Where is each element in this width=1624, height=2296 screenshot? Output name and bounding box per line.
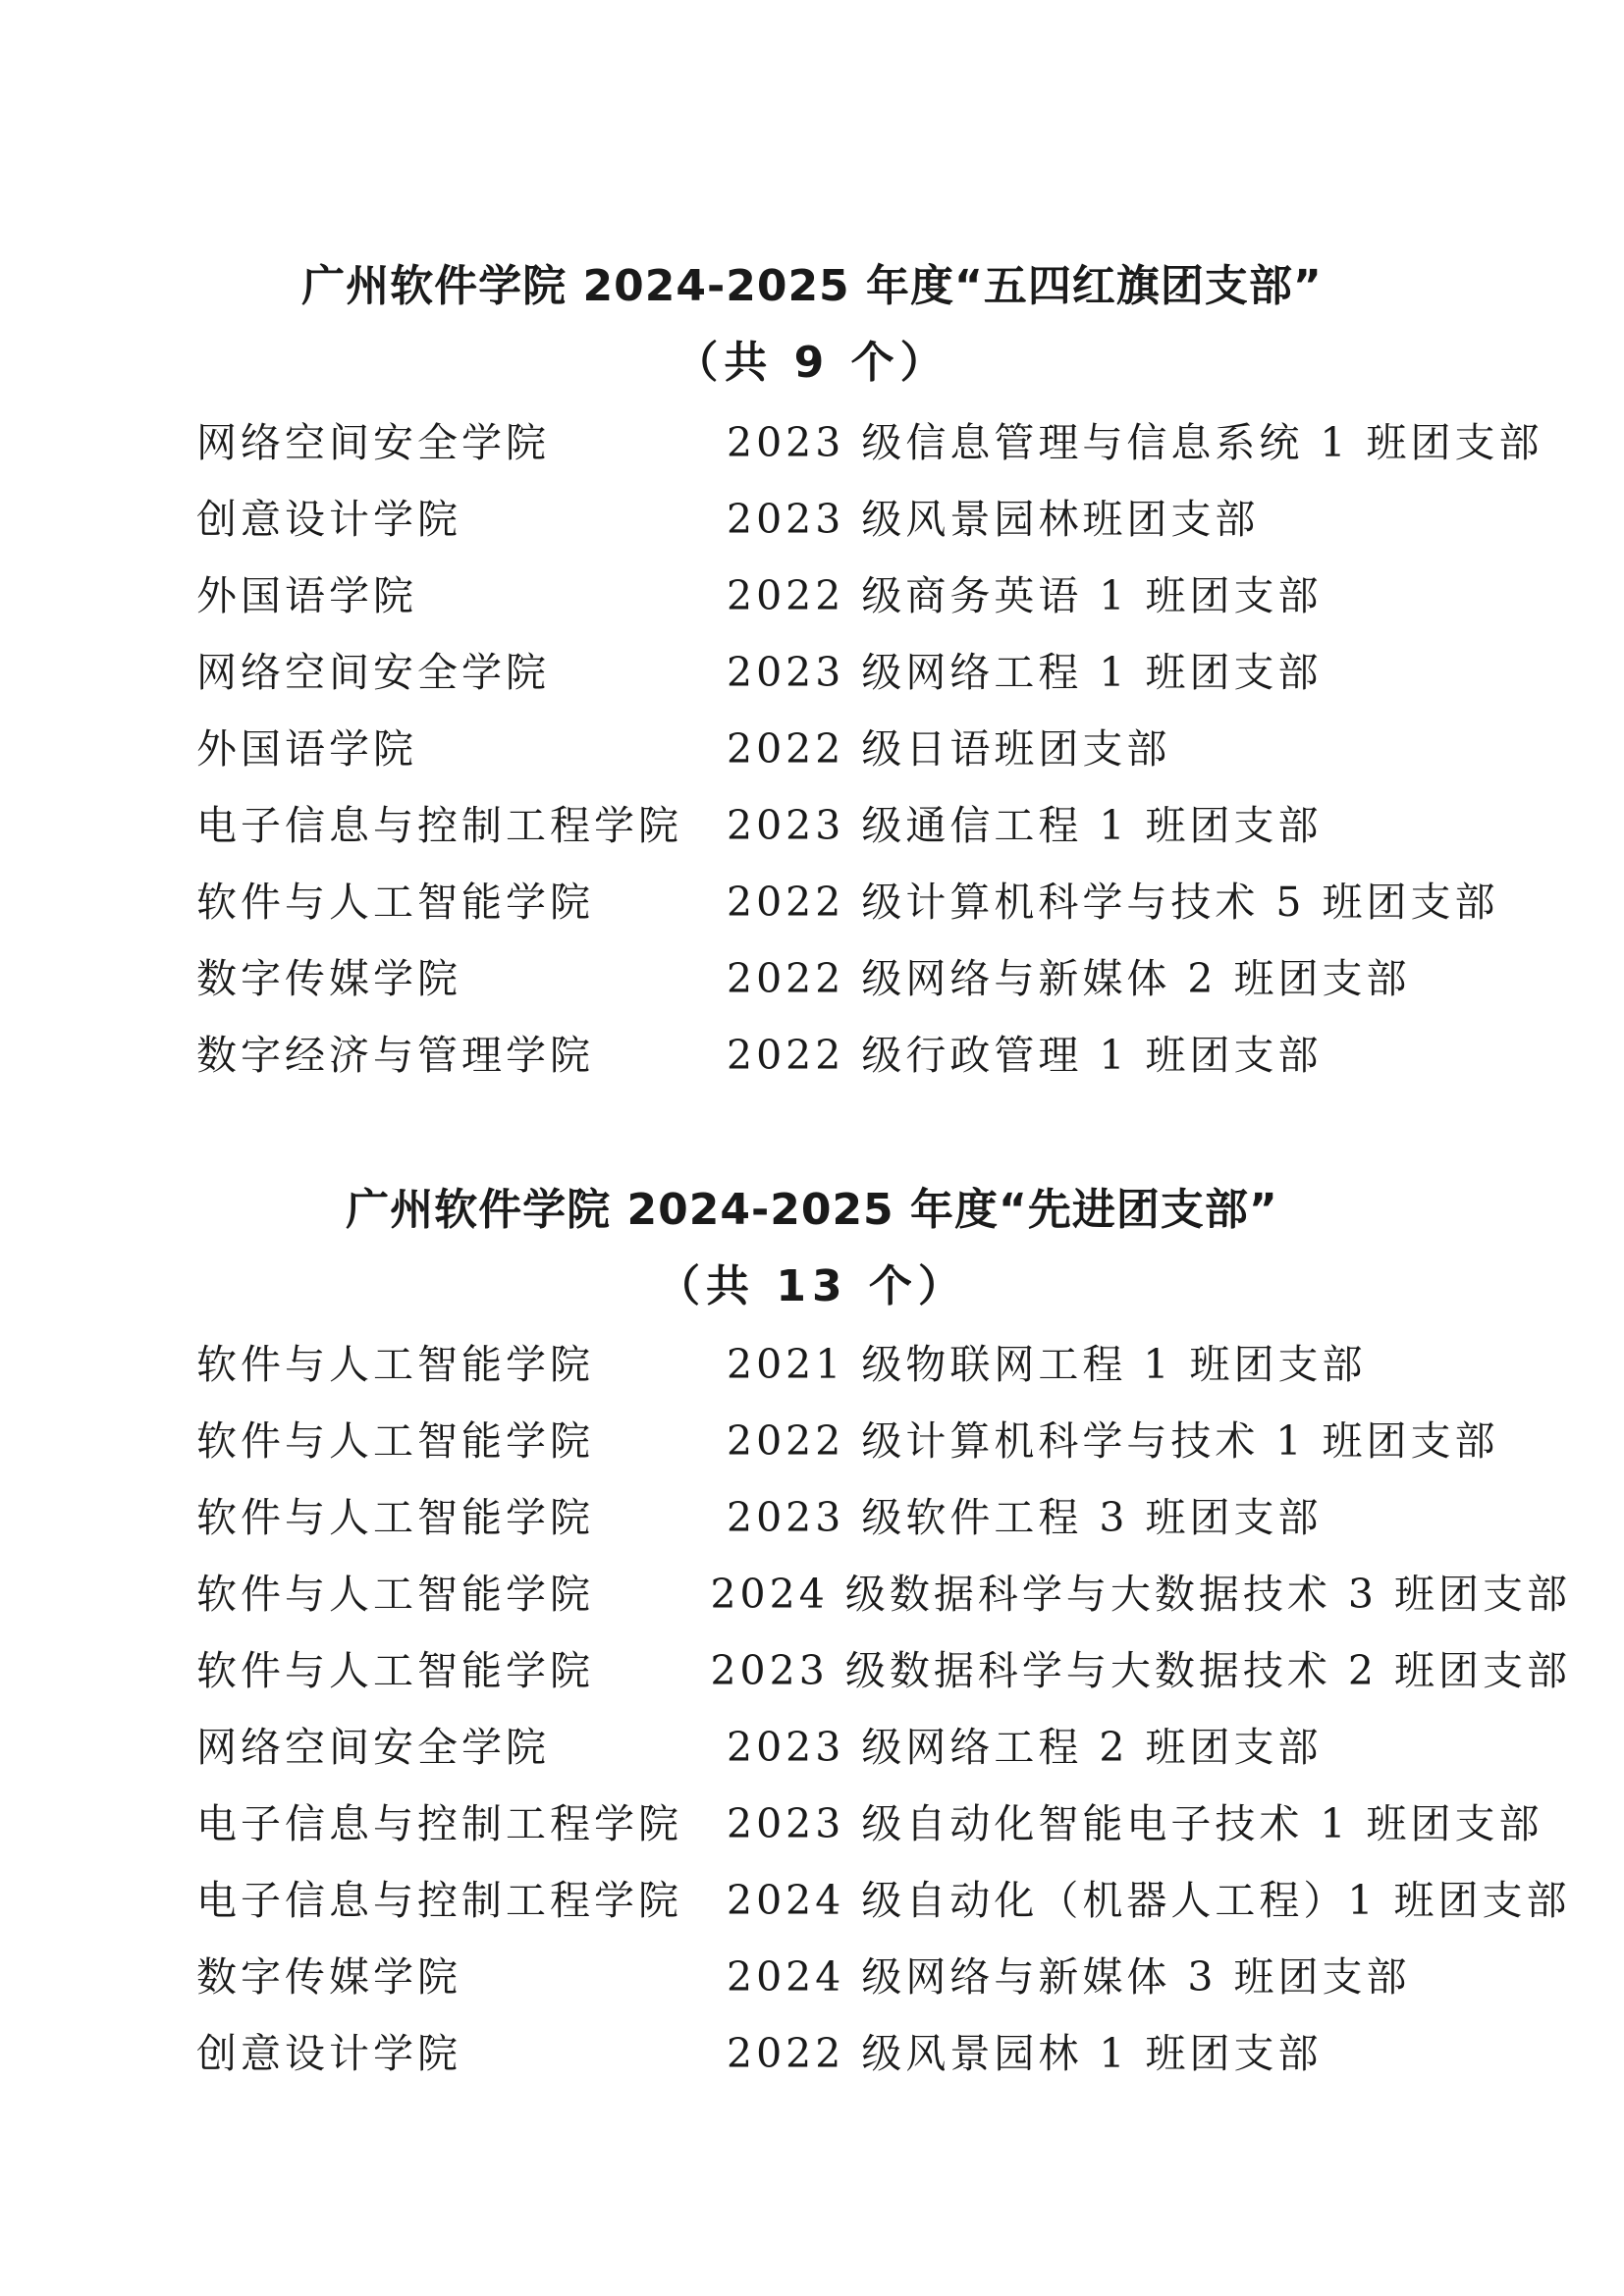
list-item [196,1322,1571,1399]
list-item [196,1629,1571,1705]
branch-name: 2023 级自动化智能电子技术 1 班团支部 [727,1799,1543,1847]
college-name: 数字经济与管理学院 [196,1031,594,1079]
award-list-wusi [196,400,1571,1090]
branch-name: 2021 级物联网工程 1 班团支部 [727,1340,1367,1388]
college-name: 软件与人工智能学院 [196,1493,594,1541]
list-item [196,1475,1571,1552]
list-item [196,2011,1571,2088]
list-item [196,707,1571,783]
award-list-xianjin [196,1322,1571,2088]
branch-name: 2022 级计算机科学与技术 1 班团支部 [727,1416,1499,1465]
college-name: 软件与人工智能学院 [196,1340,594,1388]
college-name: 网络空间安全学院 [196,418,550,466]
branch-name: 2023 级信息管理与信息系统 1 班团支部 [727,418,1543,466]
college-name: 电子信息与控制工程学院 [196,801,682,849]
list-item [196,1858,1571,1935]
college-name: 软件与人工智能学院 [196,1416,594,1465]
list-item [196,1705,1571,1782]
branch-name: 2024 级网络与新媒体 3 班团支部 [727,1952,1411,2001]
section-count-xianjin: （共 13 个） [657,1261,967,1311]
branch-name: 2024 级数据科学与大数据技术 3 班团支部 [710,1570,1571,1618]
branch-name: 2022 级计算机科学与技术 5 班团支部 [727,878,1499,926]
branch-name: 2022 级风景园林 1 班团支部 [727,2029,1323,2077]
list-item [196,400,1571,477]
college-name: 数字传媒学院 [196,1952,461,2001]
branch-name: 2023 级数据科学与大数据技术 2 班团支部 [710,1646,1571,1694]
college-name: 创意设计学院 [196,495,461,543]
branch-name: 2023 级网络工程 2 班团支部 [727,1723,1323,1771]
branch-name: 2023 级网络工程 1 班团支部 [727,648,1323,696]
list-item [196,630,1571,707]
branch-name: 2023 级软件工程 3 班团支部 [727,1493,1323,1541]
branch-name: 2022 级商务英语 1 班团支部 [727,571,1323,619]
list-item [196,860,1571,936]
list-item [196,936,1571,1013]
list-item [196,1935,1571,2011]
list-item [196,783,1571,860]
college-name: 数字传媒学院 [196,954,461,1002]
college-name: 网络空间安全学院 [196,648,550,696]
branch-name: 2022 级行政管理 1 班团支部 [727,1031,1323,1079]
list-item [196,1013,1571,1090]
branch-name: 2024 级自动化（机器人工程）1 班团支部 [727,1876,1571,1924]
branch-name: 2023 级通信工程 1 班团支部 [727,801,1323,849]
section-title-xianjin: 广州软件学院 2024-2025 年度“先进团支部” [346,1185,1278,1235]
college-name: 电子信息与控制工程学院 [196,1799,682,1847]
list-item [196,1552,1571,1629]
college-name: 创意设计学院 [196,2029,461,2077]
college-name: 软件与人工智能学院 [196,1570,594,1618]
section-title-wusi: 广州软件学院 2024-2025 年度“五四红旗团支部” [301,261,1323,311]
college-name: 软件与人工智能学院 [196,1646,594,1694]
college-name: 外国语学院 [196,571,417,619]
college-name: 软件与人工智能学院 [196,878,594,926]
list-item [196,477,1571,554]
college-name: 网络空间安全学院 [196,1723,550,1771]
list-item [196,1399,1571,1475]
branch-name: 2022 级日语班团支部 [727,724,1171,773]
section-count-wusi: （共 9 个） [675,338,949,388]
college-name: 外国语学院 [196,724,417,773]
branch-name: 2023 级风景园林班团支部 [727,495,1260,543]
list-item [196,554,1571,630]
branch-name: 2022 级网络与新媒体 2 班团支部 [727,954,1411,1002]
college-name: 电子信息与控制工程学院 [196,1876,682,1924]
list-item [196,1782,1571,1858]
